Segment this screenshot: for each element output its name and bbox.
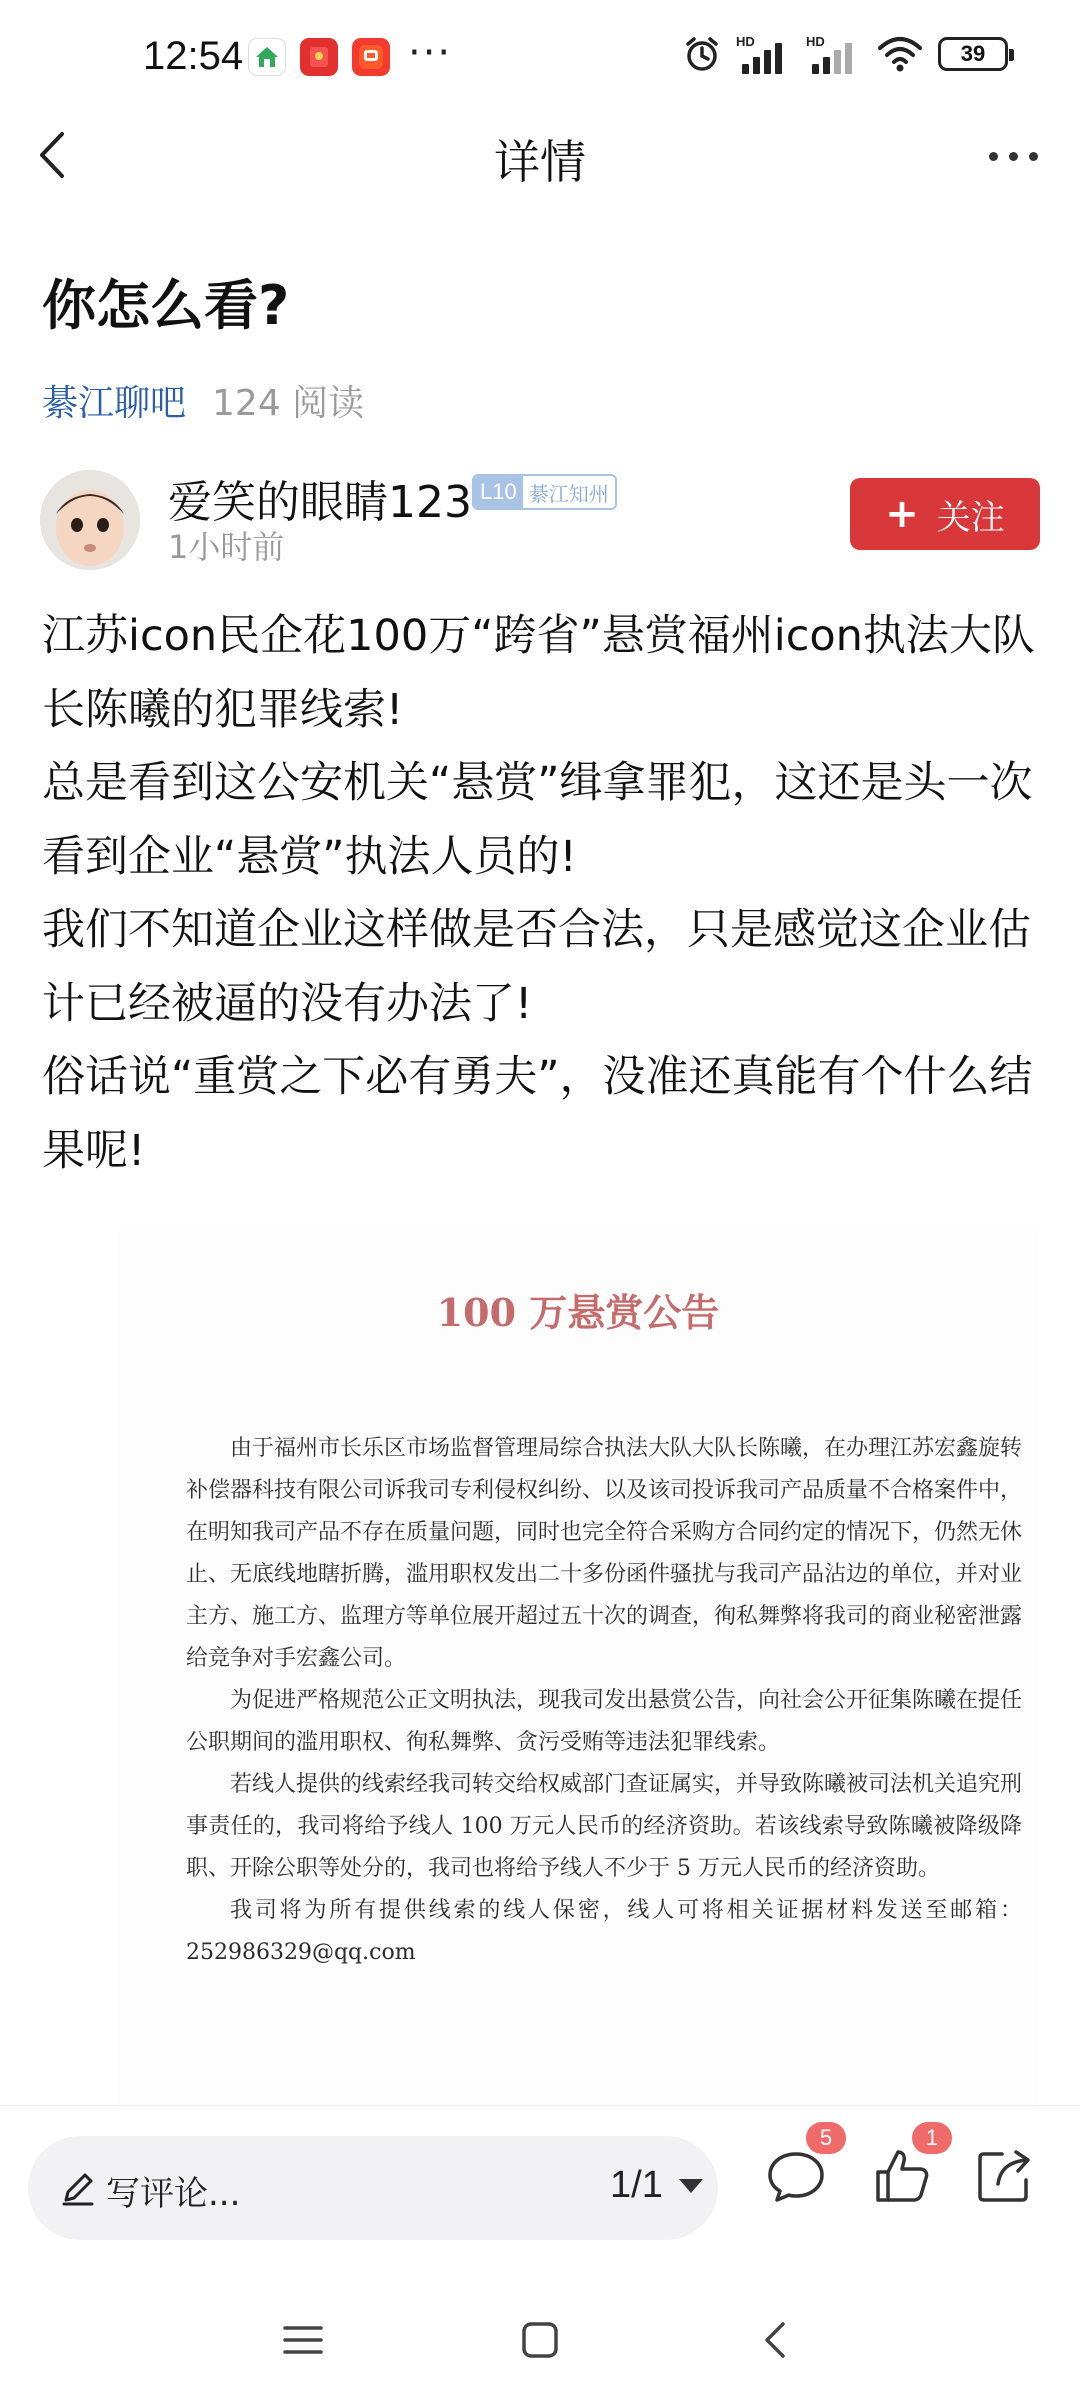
bottom-action-bar [0, 2105, 1080, 2270]
chevron-left-icon [755, 2318, 799, 2362]
comment-count-badge: 5 [806, 2122, 846, 2154]
notice-title: 100 万悬赏公告 [436, 1290, 720, 1335]
comments-button[interactable] [764, 2125, 833, 2208]
signal-1-icon: HD [736, 34, 792, 74]
post-title: 你怎么看? [42, 274, 290, 337]
home-app-icon [248, 38, 286, 76]
page-title: 详情 [494, 135, 586, 189]
post-paragraph: 总是看到这公安机关“悬赏”缉拿罪犯，这还是头一次看到企业“悬赏”执法人员的! [42, 758, 1033, 882]
post-paragraph: 俗话说“重赏之下必有勇夫”，没准还真能有个什么结果呢! [42, 1052, 1033, 1176]
status-right [682, 34, 1008, 74]
header [0, 120, 1080, 190]
more-options-button[interactable] [978, 136, 1048, 176]
signal-2-icon: HD [806, 34, 862, 74]
status-more-icon: ··· [408, 30, 453, 76]
forum-link[interactable]: 綦江聊吧 [42, 383, 187, 424]
status-time: 12:54 [143, 34, 244, 78]
notice-paragraph: 若线人提供的线索经我司转交给权威部门查证属实，并导致陈曦被司法机关追究刑事责任的，我司将给予线人 100 万元人民币的经济资助。若该线索导致陈曦被降级降职、开除公职等处分的，我司也将给予线人不少于 5 万元人民币的经济资助。 [186, 1772, 1023, 1881]
like-count-badge: 1 [912, 2122, 952, 2154]
post-time: 1小时前 [168, 528, 285, 566]
plus-icon: + [885, 491, 919, 537]
page-indicator-label: 1/1 [610, 2164, 663, 2206]
read-count: 124 阅读 [212, 383, 365, 424]
follow-label: 关注 [936, 497, 1005, 538]
notice-paragraph: 我司将为所有提供线索的线人保密，线人可将相关证据材料发送至邮箱：252986329@qq.com [186, 1898, 1022, 1965]
battery-icon: 39 [938, 37, 1008, 71]
like-button[interactable] [870, 2125, 939, 2208]
notice-paragraph: 为促进严格规范公正文明执法，现我司发出悬赏公告，向社会公开征集陈曦在提任公职期间的滥用职权、徇私舞弊、贪污受贿等违法犯罪线索。 [186, 1688, 1023, 1755]
notice-paragraph: 由于福州市长乐区市场监督管理局综合执法大队大队长陈曦，在办理江苏宏鑫旋转补偿器科技有限公司诉我司专利侵权纠纷、以及该司投诉我司产品质量不合格案件中，在明知我司产品不存在质量问题，同时也完全符合采购方合同约定的情况下，仍然无休止、无底线地瞎折腾，滥用职权发出二十多份函件骚扰与我司产品沾边的单位，并对业主方、施工方、监理方等单位展开超过五十次的调查，徇私舞弊将我司的商业秘密泄露给竞争对手宏鑫公司。 [186, 1436, 1023, 1671]
share-icon [972, 2144, 1036, 2208]
taobao-app-icon [352, 38, 390, 76]
dot-icon [1009, 152, 1018, 161]
nav-back-button[interactable] [737, 2300, 817, 2380]
author-name[interactable]: 爱笑的眼睛123 [168, 477, 472, 528]
share-button[interactable] [972, 2144, 1036, 2208]
pen-icon [58, 2168, 98, 2208]
comment-input[interactable] [28, 2136, 718, 2240]
notice-text [186, 1428, 1022, 1974]
post-meta [42, 375, 364, 426]
square-icon [518, 2318, 562, 2362]
caret-down-icon [679, 2179, 703, 2193]
dot-icon [1029, 152, 1038, 161]
follow-button[interactable] [850, 478, 1040, 550]
status-bar [0, 0, 1080, 120]
alarm-icon [682, 34, 722, 74]
post-paragraph: 江苏icon民企花100万“跨省”悬赏福州icon执法大队长陈曦的犯罪线索! [42, 611, 1035, 735]
avatar-face-icon [40, 470, 140, 570]
red-envelope-app-icon [300, 38, 338, 76]
level-label: L10 [474, 476, 523, 508]
post-body [42, 600, 1052, 1188]
menu-icon [281, 2318, 325, 2362]
wifi-icon [876, 34, 924, 74]
home-button[interactable] [500, 2300, 580, 2380]
status-app-icons [248, 38, 390, 76]
dot-icon [989, 152, 998, 161]
notice-image[interactable] [118, 1230, 1038, 2110]
comment-placeholder: 写评论... [106, 2174, 241, 2214]
level-badge [472, 474, 617, 510]
system-nav-bar [0, 2270, 1080, 2400]
post-paragraph: 我们不知道企业这样做是否合法，只是感觉这企业估计已经被逼的没有办法了! [42, 905, 1031, 1029]
avatar[interactable] [40, 470, 140, 570]
page-selector[interactable] [610, 2164, 703, 2207]
recent-apps-button[interactable] [263, 2300, 343, 2380]
level-title: 綦江知州 [528, 481, 609, 506]
